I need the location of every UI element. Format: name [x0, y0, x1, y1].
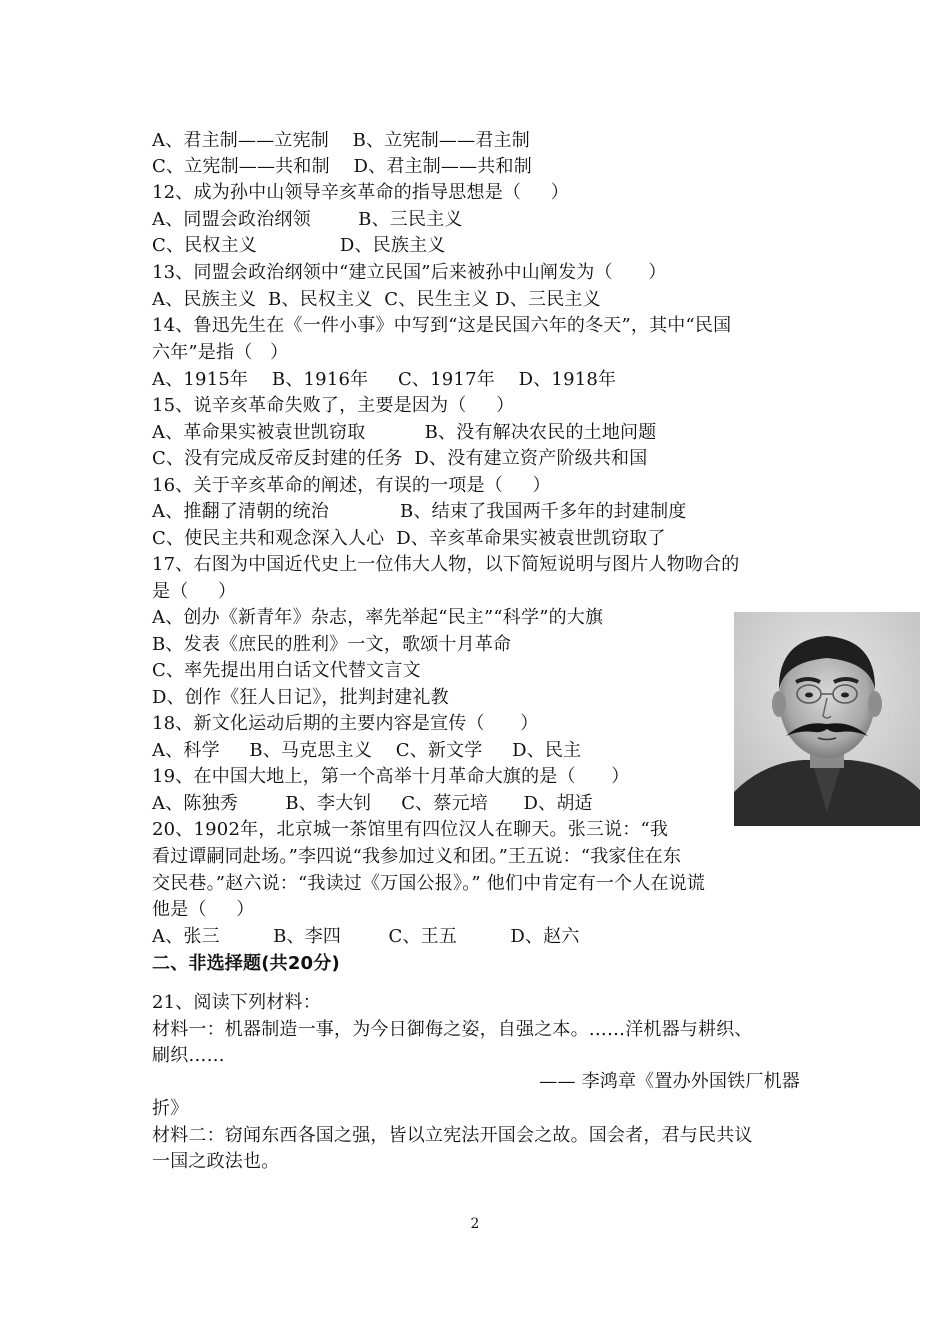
- text-line: 看过谭嗣同赴场。”李四说“我参加过义和团。”王五说：“我家住在东: [152, 846, 682, 867]
- question-18: 18、新文化运动后期的主要内容是宣传（ ）: [152, 713, 539, 734]
- text-line: A、科学 B、马克思主义 C、新文学 D、民主: [152, 740, 582, 761]
- section-title: 二、非选择题(共20分): [152, 953, 340, 974]
- text-line: C、使民主共和观念深入人心 D、辛亥革命果实被袁世凯窃取了: [152, 528, 666, 549]
- text-line: 他是（ ）: [152, 899, 255, 920]
- text-line: 六年”是指（ ）: [152, 342, 289, 363]
- question-21: 21、阅读下列材料：: [152, 992, 321, 1013]
- text-line: C、没有完成反帝反封建的任务 D、没有建立资产阶级共和国: [152, 448, 648, 469]
- question-13: 13、同盟会政治纲领中“建立民国”后来被孙中山阐发为（ ）: [152, 262, 667, 283]
- text-line: 一国之政法也。: [152, 1151, 280, 1172]
- page-number: 2: [470, 1216, 480, 1232]
- question-16: 16、关于辛亥革命的阐述，有误的一项是（ ）: [152, 475, 551, 496]
- question-17: 17、右图为中国近代史上一位伟大人物，以下简短说明与图片人物吻合的: [152, 554, 740, 575]
- text-line: B、发表《庶民的胜利》一文，歌颂十月革命: [152, 634, 512, 655]
- material-1: 材料一：机器制造一事，为今日御侮之姿，自强之本。……洋机器与耕织、: [152, 1019, 753, 1040]
- text-line: 是（ ）: [152, 581, 237, 602]
- question-12: 12、成为孙中山领导辛亥革命的指导思想是（ ）: [152, 182, 569, 203]
- text-line: 折》: [152, 1098, 189, 1119]
- text-line: C、率先提出用白话文代替文言文: [152, 660, 421, 681]
- text-line: A、君主制——立宪制 B、立宪制——君主制: [152, 130, 530, 151]
- question-19: 19、在中国大地上，第一个高举十月革命大旗的是（ ）: [152, 766, 630, 787]
- portrait-photo: [734, 612, 920, 826]
- text-line: C、立宪制——共和制 D、君主制——共和制: [152, 156, 532, 177]
- text-line: A、推翻了清朝的统治 B、结束了我国两千多年的封建制度: [152, 501, 687, 522]
- text-line: D、创作《狂人日记》，批判封建礼教: [152, 687, 449, 708]
- text-line: A、民族主义 B、民权主义 C、民生主义 D、三民主义: [152, 289, 601, 310]
- text-line: A、陈独秀 B、李大钊 C、蔡元培 D、胡适: [152, 793, 593, 814]
- material-2: 材料二：窃闻东西各国之强，皆以立宪法开国会之故。国会者，君与民共议: [152, 1125, 753, 1146]
- text-line: A、同盟会政治纲领 B、三民主义: [152, 209, 463, 230]
- question-15: 15、说辛亥革命失败了，主要是因为（ ）: [152, 395, 515, 416]
- question-14: 14、鲁迅先生在《一件小事》中写到“这是民国六年的冬天”，其中“民国: [152, 315, 732, 336]
- text-line: 刷织……: [152, 1045, 225, 1066]
- text-line: A、革命果实被袁世凯窃取 B、没有解决农民的土地问题: [152, 422, 657, 443]
- text-line: A、1915年 B、1916年 C、1917年 D、1918年: [152, 369, 617, 390]
- text-line: 交民巷。”赵六说：“我读过《万国公报》。” 他们中肯定有一个人在说谎: [152, 873, 706, 894]
- citation: —— 李鸿章《置办外国铁厂机器: [539, 1071, 800, 1092]
- text-line: A、张三 B、李四 C、王五 D、赵六: [152, 926, 580, 947]
- text-line: A、创办《新青年》杂志，率先举起“民主”“科学”的大旗: [152, 607, 604, 628]
- text-line: C、民权主义 D、民族主义: [152, 235, 446, 256]
- question-20: 20、1902年，北京城一茶馆里有四位汉人在聊天。张三说：“我: [152, 819, 669, 840]
